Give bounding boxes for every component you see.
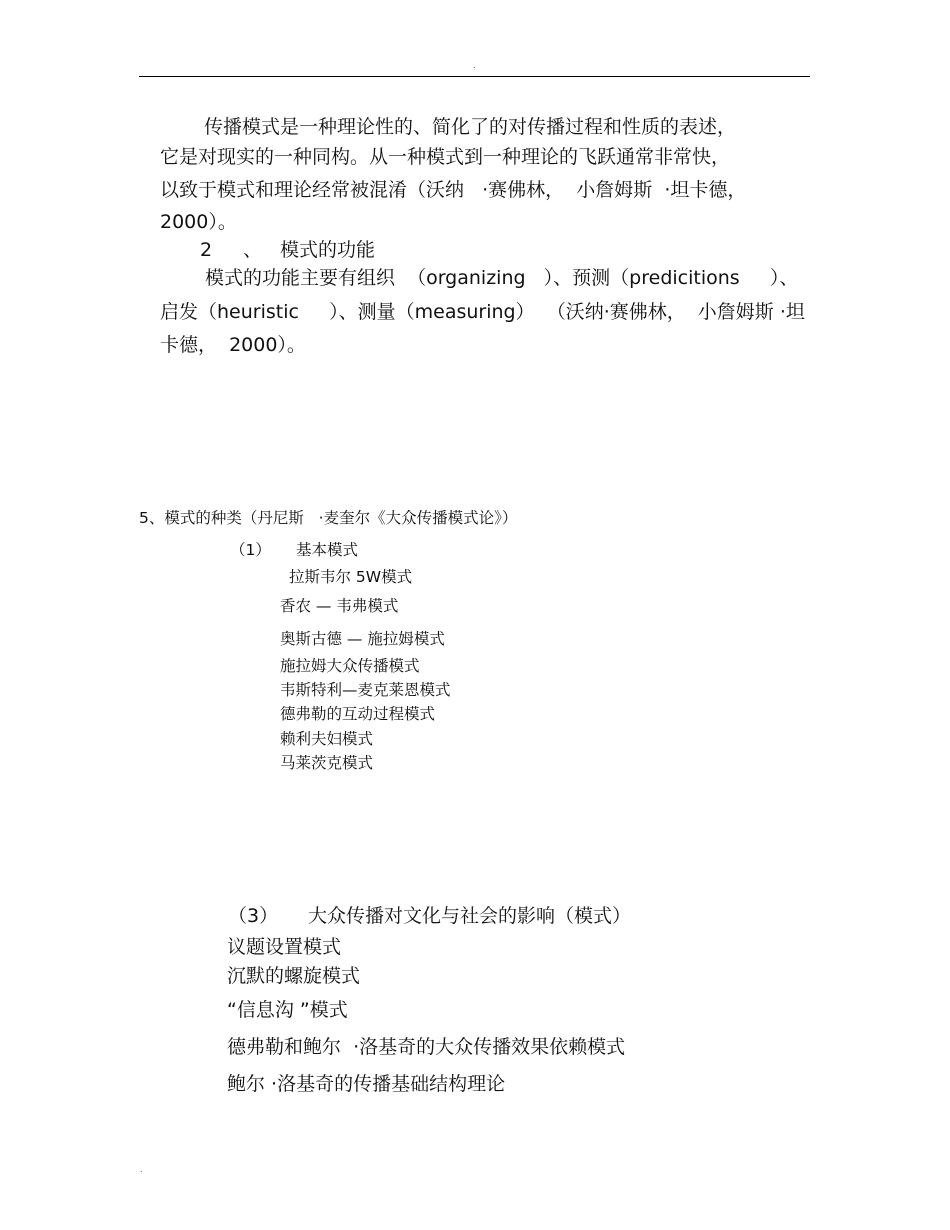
- model-item: 奥斯古德 — 施拉姆模式: [280, 630, 445, 648]
- para1-line-1: 传播模式是一种理论性的、简化了的对传播过程和性质的表述，: [204, 116, 737, 138]
- model-item: 赖利夫妇模式: [280, 730, 374, 748]
- effect-model-item: 议题设置模式: [227, 936, 342, 958]
- section5-heading: 5、模式的种类（丹尼斯 ·麦奎尔《大众传播模式论》）: [139, 509, 518, 527]
- section3-title: 大众传播对文化与社会的影响（模式）: [308, 905, 632, 927]
- model-item: 韦斯特利—麦克莱恩模式: [280, 681, 451, 699]
- section2-heading-separator: 、: [243, 239, 263, 261]
- model-item: 香农 — 韦弗模式: [280, 597, 399, 615]
- section2-line-2: 启发（heuristic ）、测量（measuring） （沃纳·赛佛林， 小詹姆斯 ·坦: [160, 301, 805, 323]
- footer-dot: .: [140, 1165, 143, 1174]
- model-item: 马莱茨克模式: [280, 754, 374, 772]
- section3-number: （3）: [228, 905, 279, 927]
- section2-heading-number: 2: [200, 239, 213, 261]
- effect-model-item: 鲍尔 ·洛基奇的传播基础结构理论: [227, 1073, 506, 1095]
- para1-line-4: 2000）。: [160, 211, 237, 233]
- model-item: 施拉姆大众传播模式: [280, 657, 420, 675]
- effect-model-item: 沉默的螺旋模式: [227, 965, 361, 987]
- effect-model-item: “信息沟 ”模式: [227, 999, 348, 1021]
- section2-heading-title: 模式的功能: [280, 239, 376, 261]
- para1-line-2: 它是对现实的一种同构。从一种模式到一种理论的飞跃通常非常快，: [160, 146, 731, 168]
- effect-model-item: 德弗勒和鲍尔 ·洛基奇的大众传播效果依赖模式: [227, 1036, 626, 1058]
- section5-sub1-title: 基本模式: [296, 541, 359, 559]
- model-item: 德弗勒的互动过程模式: [280, 705, 436, 723]
- header-rule: [139, 76, 810, 77]
- section2-line-3: 卡德， 2000）。: [160, 334, 306, 356]
- model-item: 拉斯韦尔 5W模式: [289, 568, 413, 586]
- section5-sub1-number: （1）: [230, 541, 271, 559]
- para1-line-3: 以致于模式和理论经常被混淆（沃纳 ·赛佛林， 小詹姆斯 ·坦卡德，: [160, 179, 747, 201]
- header-dot: .: [473, 61, 476, 70]
- section2-line-1: 模式的功能主要有组织 （organizing ）、预测（predicitions ）、: [205, 267, 799, 289]
